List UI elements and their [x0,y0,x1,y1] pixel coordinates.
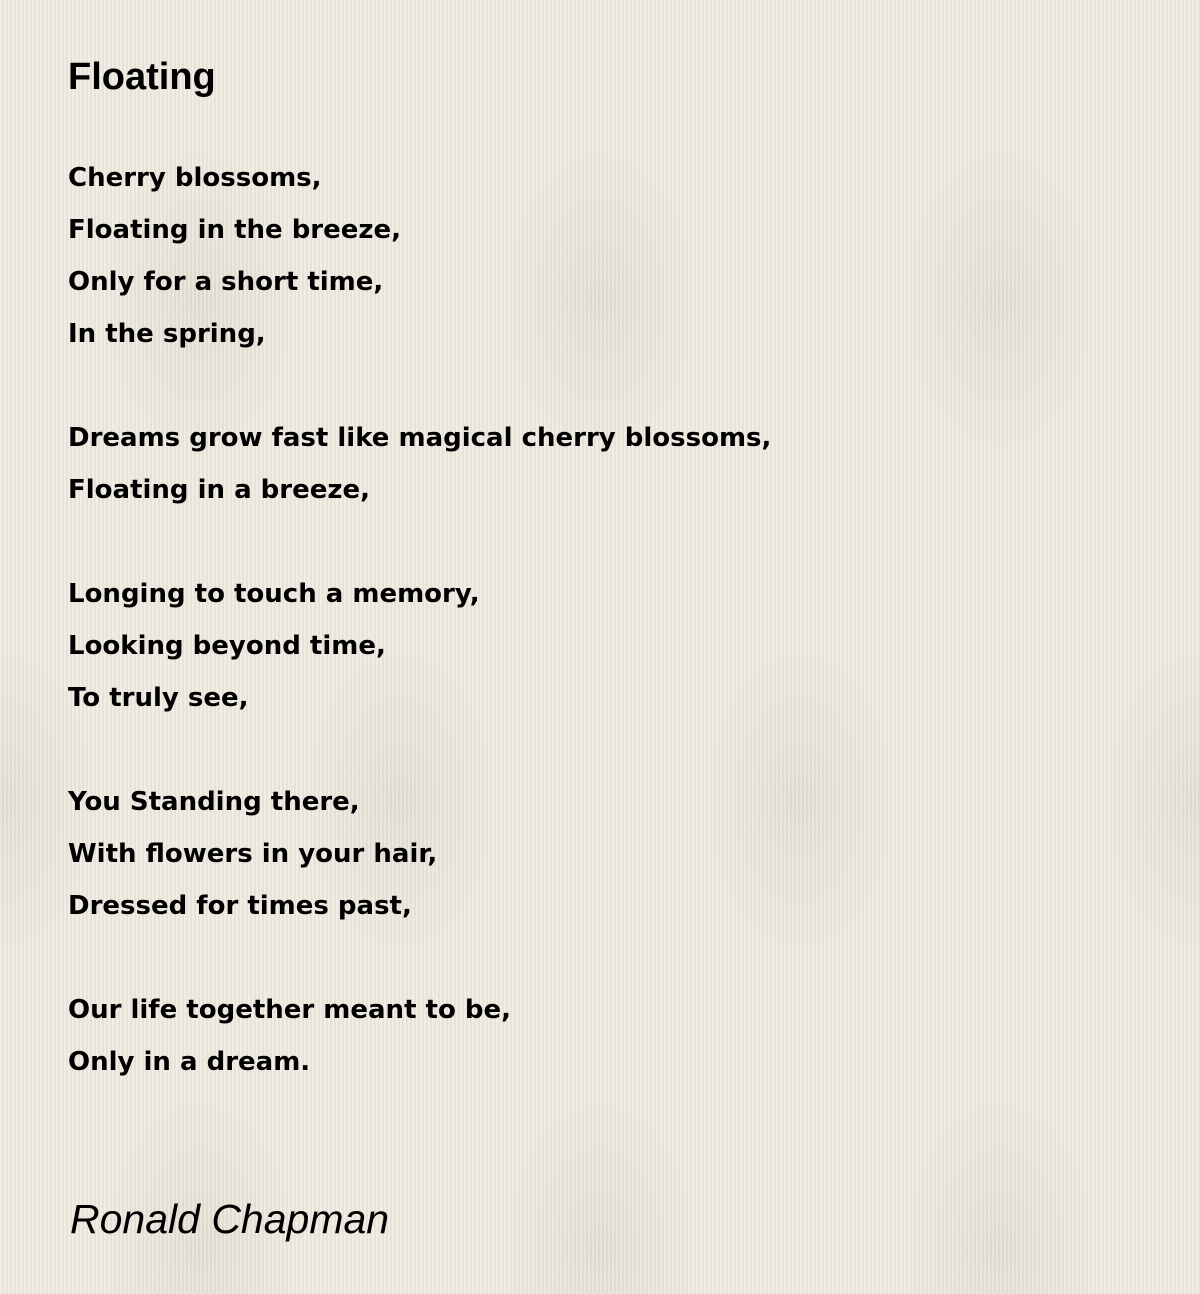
stanza-1 [68,152,771,360]
stanza-4 [68,776,771,932]
stanza-break [68,360,771,412]
poem-line: Floating in the breeze, [68,215,402,245]
poem-line: You Standing there, [68,787,360,817]
poem-line: Only in a dream. [68,1047,311,1077]
poem-line: Dressed for times past, [68,891,412,921]
stanza-break [68,724,771,776]
stanza-break [68,932,771,984]
stanza-2 [68,412,771,516]
poem-title: Floating [68,56,216,98]
poem-line: Looking beyond time, [68,631,386,661]
stanza-5 [68,984,771,1088]
poem-line: In the spring, [68,319,266,349]
poem-author: Ronald Chapman [70,1196,390,1242]
poem-line: Only for a short time, [68,267,384,297]
stanza-3 [68,568,771,724]
poem-line: To truly see, [68,683,249,713]
poem-line: Longing to touch a memory, [68,579,480,609]
stanza-break [68,516,771,568]
poem-line: Cherry blossoms, [68,163,322,193]
poem-line: Floating in a breeze, [68,475,371,505]
poem-line: Our life together meant to be, [68,995,512,1025]
poem-body [68,152,771,1088]
poem-line: Dreams grow fast like magical cherry blossoms, [68,423,772,453]
poem-line: With flowers in your hair, [68,839,438,869]
